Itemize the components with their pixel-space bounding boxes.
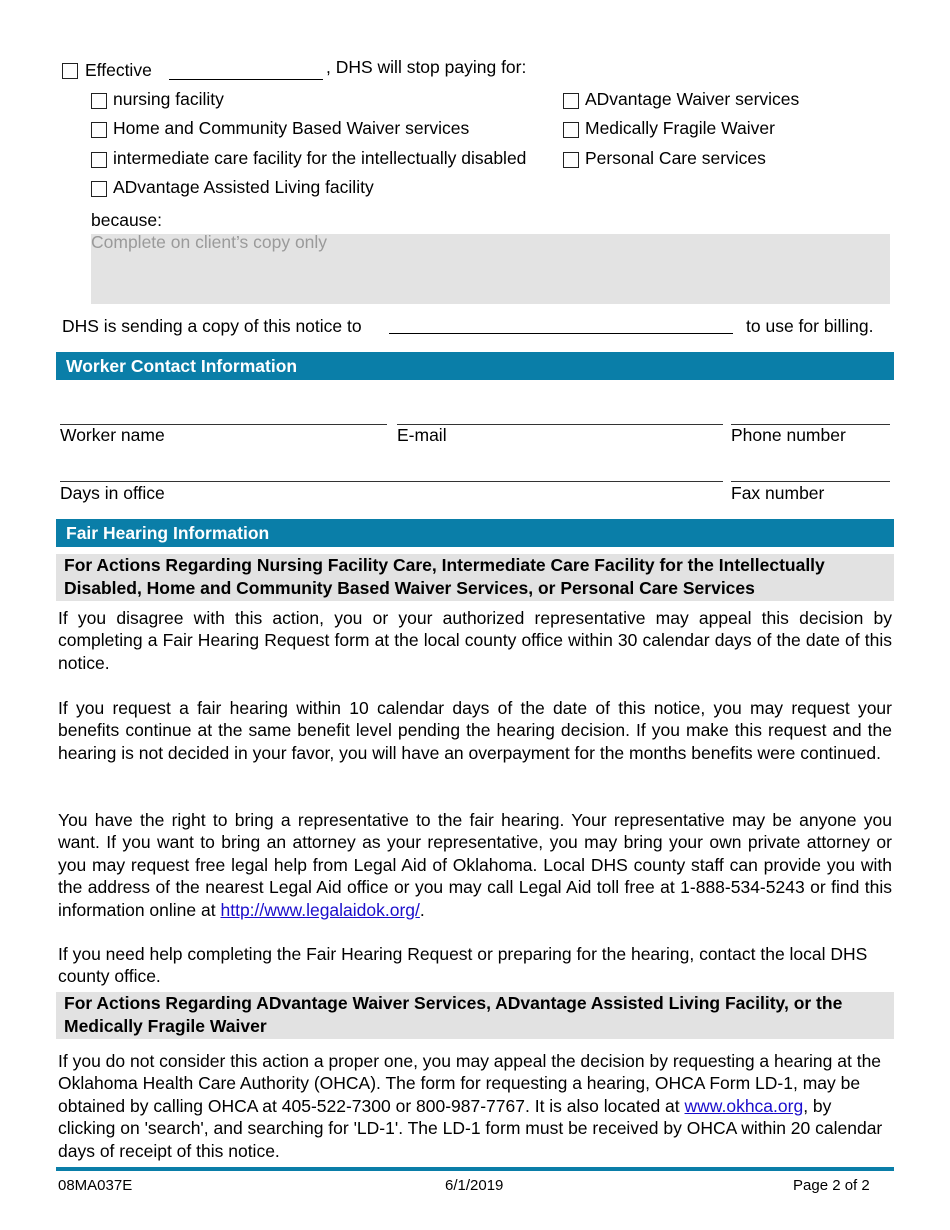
icf-id-label: intermediate care facility for the intellectually disabled — [113, 148, 527, 168]
billing-recipient-field[interactable] — [389, 333, 733, 334]
medically-fragile-label: Medically Fragile Waiver — [585, 118, 775, 138]
billing-suffix: to use for billing. — [746, 316, 874, 336]
advantage-assisted-living-label: ADvantage Assisted Living facility — [113, 177, 374, 197]
worker-name-label: Worker name — [60, 425, 165, 445]
form-date: 6/1/2019 — [445, 1177, 504, 1194]
fax-number-field[interactable] — [731, 481, 890, 482]
phone-number-label: Phone number — [731, 425, 846, 445]
page-number: Page 2 of 2 — [793, 1177, 870, 1194]
fair-hearing-para-4: If you need help completing the Fair Hearing Request or preparing for the hearing, contact the local DHS county office. — [58, 944, 868, 987]
fair-hearing-para-3-text: You have the right to bring a representative to the fair hearing. Your representative may be anyone you want. If you want to bring an attorney as your representative, you may bring your own private attorney or you may request free legal help from Legal Aid of Oklahoma. Local DHS county staff can provide you with the address of the nearest Legal Aid office or you may call Legal Aid toll free at 1-888-534-5243 or find this information online at — [58, 810, 892, 920]
fair-hearing-header: Fair Hearing Information — [56, 519, 894, 547]
effective-suffix: , DHS will stop paying for: — [326, 57, 527, 77]
effective-date-field[interactable] — [169, 79, 323, 80]
effective-checkbox[interactable] — [62, 63, 78, 79]
fair-hearing-para-5 — [58, 1050, 892, 1162]
icf-id-checkbox[interactable] — [91, 152, 107, 168]
personal-care-checkbox[interactable] — [563, 152, 579, 168]
billing-prefix: DHS is sending a copy of this notice to — [62, 316, 362, 336]
because-label: because: — [91, 210, 163, 230]
legal-aid-link[interactable]: http://www.legalaidok.org/ — [220, 899, 420, 920]
days-in-office-field[interactable] — [60, 481, 723, 482]
hcbw-services-checkbox[interactable] — [91, 122, 107, 138]
footer-rule — [56, 1167, 894, 1171]
advantage-assisted-living-checkbox[interactable] — [91, 181, 107, 197]
worker-contact-header: Worker Contact Information — [56, 352, 894, 380]
nursing-facility-label: nursing facility — [113, 89, 224, 109]
fair-hearing-para-1: If you disagree with this action, you or your authorized representative may appeal this decision by completing a Fair Hearing Request form at the local county office within 30 calendar days of the date of this notice. — [58, 608, 892, 673]
section1-heading: For Actions Regarding Nursing Facility Care, Intermediate Care Facility for the Intellectually Disabled, Home and Community Based Waiver Services, or Personal Care Services — [56, 554, 894, 601]
section2-heading: For Actions Regarding ADvantage Waiver Services, ADvantage Assisted Living Facility, or the Medically Fragile Waiver — [56, 992, 894, 1039]
advantage-waiver-label: ADvantage Waiver services — [585, 89, 800, 109]
advantage-waiver-checkbox[interactable] — [563, 93, 579, 109]
okhca-link[interactable]: www.okhca.org — [684, 1095, 804, 1116]
days-in-office-label: Days in office — [60, 483, 165, 503]
fax-number-label: Fax number — [731, 483, 825, 503]
hcbw-services-label: Home and Community Based Waiver services — [113, 118, 470, 138]
email-label: E-mail — [397, 425, 447, 445]
because-placeholder: Complete on client’s copy only — [91, 232, 328, 252]
fair-hearing-para-3 — [58, 809, 892, 921]
nursing-facility-checkbox[interactable] — [91, 93, 107, 109]
effective-label: Effective — [85, 60, 152, 80]
personal-care-label: Personal Care services — [585, 148, 766, 168]
fair-hearing-para-5-end: , by clicking on 'search', and searching for 'LD-1'. The LD-1 form must be received by OHCA within 20 calendar days of receipt of this notice. — [58, 1095, 883, 1161]
fair-hearing-para-2: If you request a fair hearing within 10 calendar days of the date of this notice, you may request your benefits continue at the same benefit level pending the hearing decision. If you make this request and the hearing is not decided in your favor, you will have an overpayment for the months benefits were continued. — [58, 698, 892, 763]
form-number: 08MA037E — [58, 1177, 133, 1194]
fair-hearing-para-3-end: . — [419, 899, 425, 920]
fair-hearing-para-5-text: If you do not consider this action a proper one, you may appeal the decision by requesting a hearing at the Oklahoma Health Care Authority (OHCA). The form for requesting a hearing, OHCA Form LD-1, may be obtained by calling OHCA at 405-522-7300 or 800-987-7767. It is also located at — [58, 1051, 882, 1116]
medically-fragile-checkbox[interactable] — [563, 122, 579, 138]
